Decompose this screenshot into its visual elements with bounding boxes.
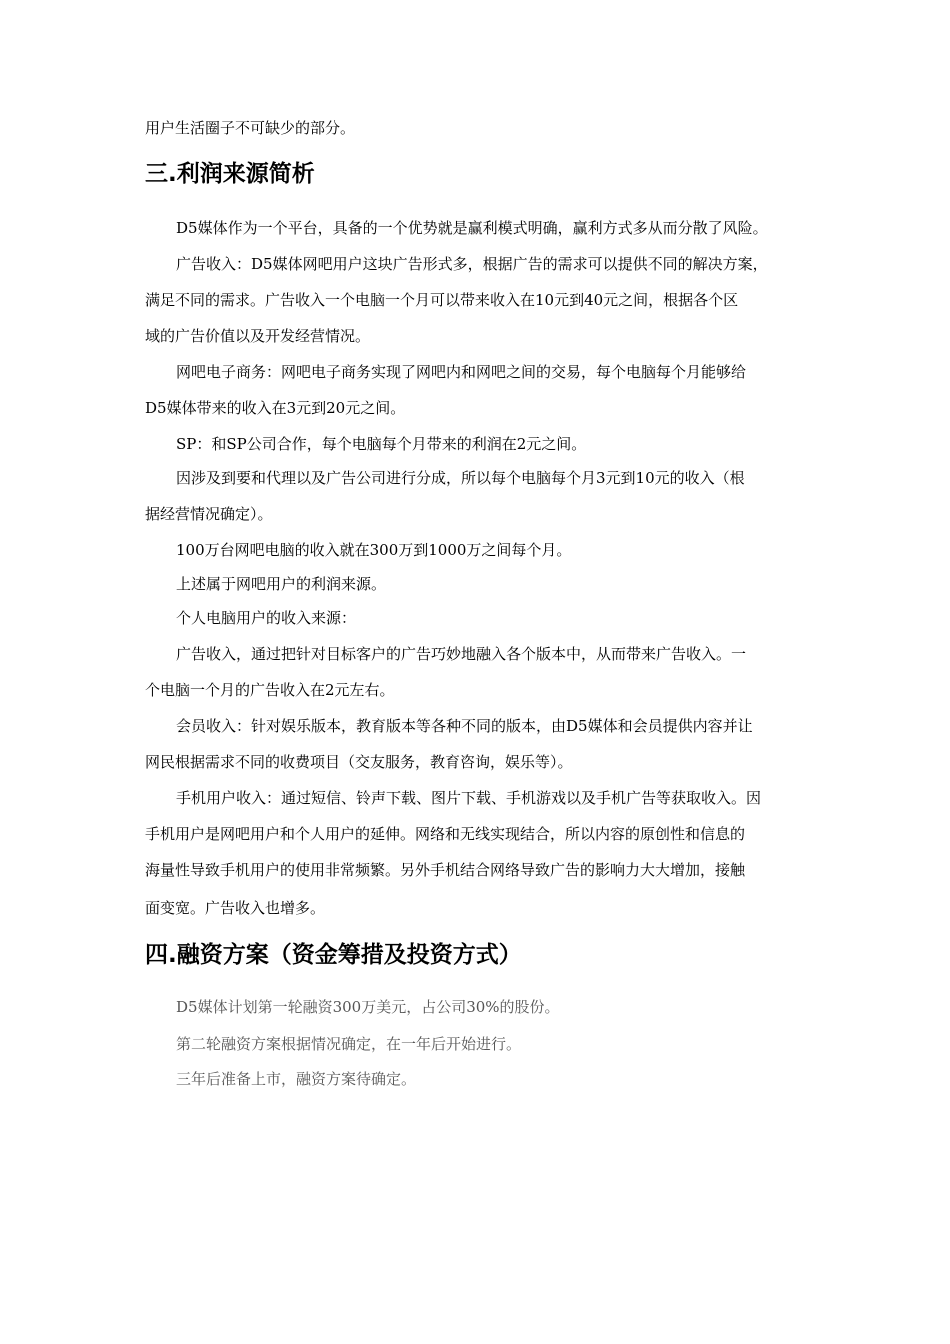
paragraph-line: 因涉及到要和代理以及广告公司进行分成，所以每个电脑每个月3元到10元的收入（根 xyxy=(176,469,745,487)
paragraph-line: 广告收入：D5媒体网吧用户这块广告形式多，根据广告的需求可以提供不同的解决方案， xyxy=(176,255,768,273)
paragraph-line: SP：和SP公司合作，每个电脑每个月带来的利润在2元之间。 xyxy=(176,435,587,453)
paragraph-line: 个电脑一个月的广告收入在2元左右。 xyxy=(145,681,395,699)
paragraph-line: 满足不同的需求。广告收入一个电脑一个月可以带来收入在10元到40元之间，根据各个区 xyxy=(145,291,739,309)
paragraph-line: 域的广告价值以及开发经营情况。 xyxy=(145,327,371,345)
paragraph-line: 网民根据需求不同的收费项目（交友服务，教育咨询，娱乐等）。 xyxy=(145,753,573,771)
paragraph-line: 三年后准备上市，融资方案待确定。 xyxy=(176,1070,417,1088)
paragraph-line: 用户生活圈子不可缺少的部分。 xyxy=(145,119,356,137)
paragraph-line: 面变宽。广告收入也增多。 xyxy=(145,899,326,917)
paragraph-line: 个人电脑用户的收入来源： xyxy=(176,609,357,627)
paragraph-line: 手机用户收入：通过短信、铃声下载、图片下载、手机游戏以及手机广告等获取收入。因 xyxy=(176,789,762,807)
paragraph-line: 会员收入：针对娱乐版本，教育版本等各种不同的版本，由D5媒体和会员提供内容并让 xyxy=(176,717,753,735)
section-heading-financing: 四.融资方案（资金筹措及投资方式） xyxy=(145,942,522,968)
paragraph-line: 上述属于网吧用户的利润来源。 xyxy=(176,575,387,593)
paragraph-line: D5媒体计划第一轮融资300万美元，占公司30%的股份。 xyxy=(176,998,560,1016)
paragraph-line: 广告收入，通过把针对目标客户的广告巧妙地融入各个版本中，从而带来广告收入。一 xyxy=(176,645,747,663)
section-heading-profit: 三.利润来源简析 xyxy=(145,161,315,187)
paragraph-line: 网吧电子商务：网吧电子商务实现了网吧内和网吧之间的交易，每个电脑每个月能够给 xyxy=(176,363,747,381)
paragraph-line: D5媒体带来的收入在3元到20元之间。 xyxy=(145,399,406,417)
paragraph-line: D5媒体作为一个平台，具备的一个优势就是赢利模式明确，赢利方式多从而分散了风险。 xyxy=(176,219,768,237)
paragraph-line: 海量性导致手机用户的使用非常频繁。另外手机结合网络导致广告的影响力大大增加，接触 xyxy=(145,861,746,879)
paragraph-line: 手机用户是网吧用户和个人用户的延伸。网络和无线实现结合，所以内容的原创性和信息的 xyxy=(145,825,746,843)
paragraph-line: 第二轮融资方案根据情况确定，在一年后开始进行。 xyxy=(176,1035,522,1053)
paragraph-line: 100万台网吧电脑的收入就在300万到1000万之间每个月。 xyxy=(176,541,572,559)
paragraph-line: 据经营情况确定）。 xyxy=(145,505,273,523)
